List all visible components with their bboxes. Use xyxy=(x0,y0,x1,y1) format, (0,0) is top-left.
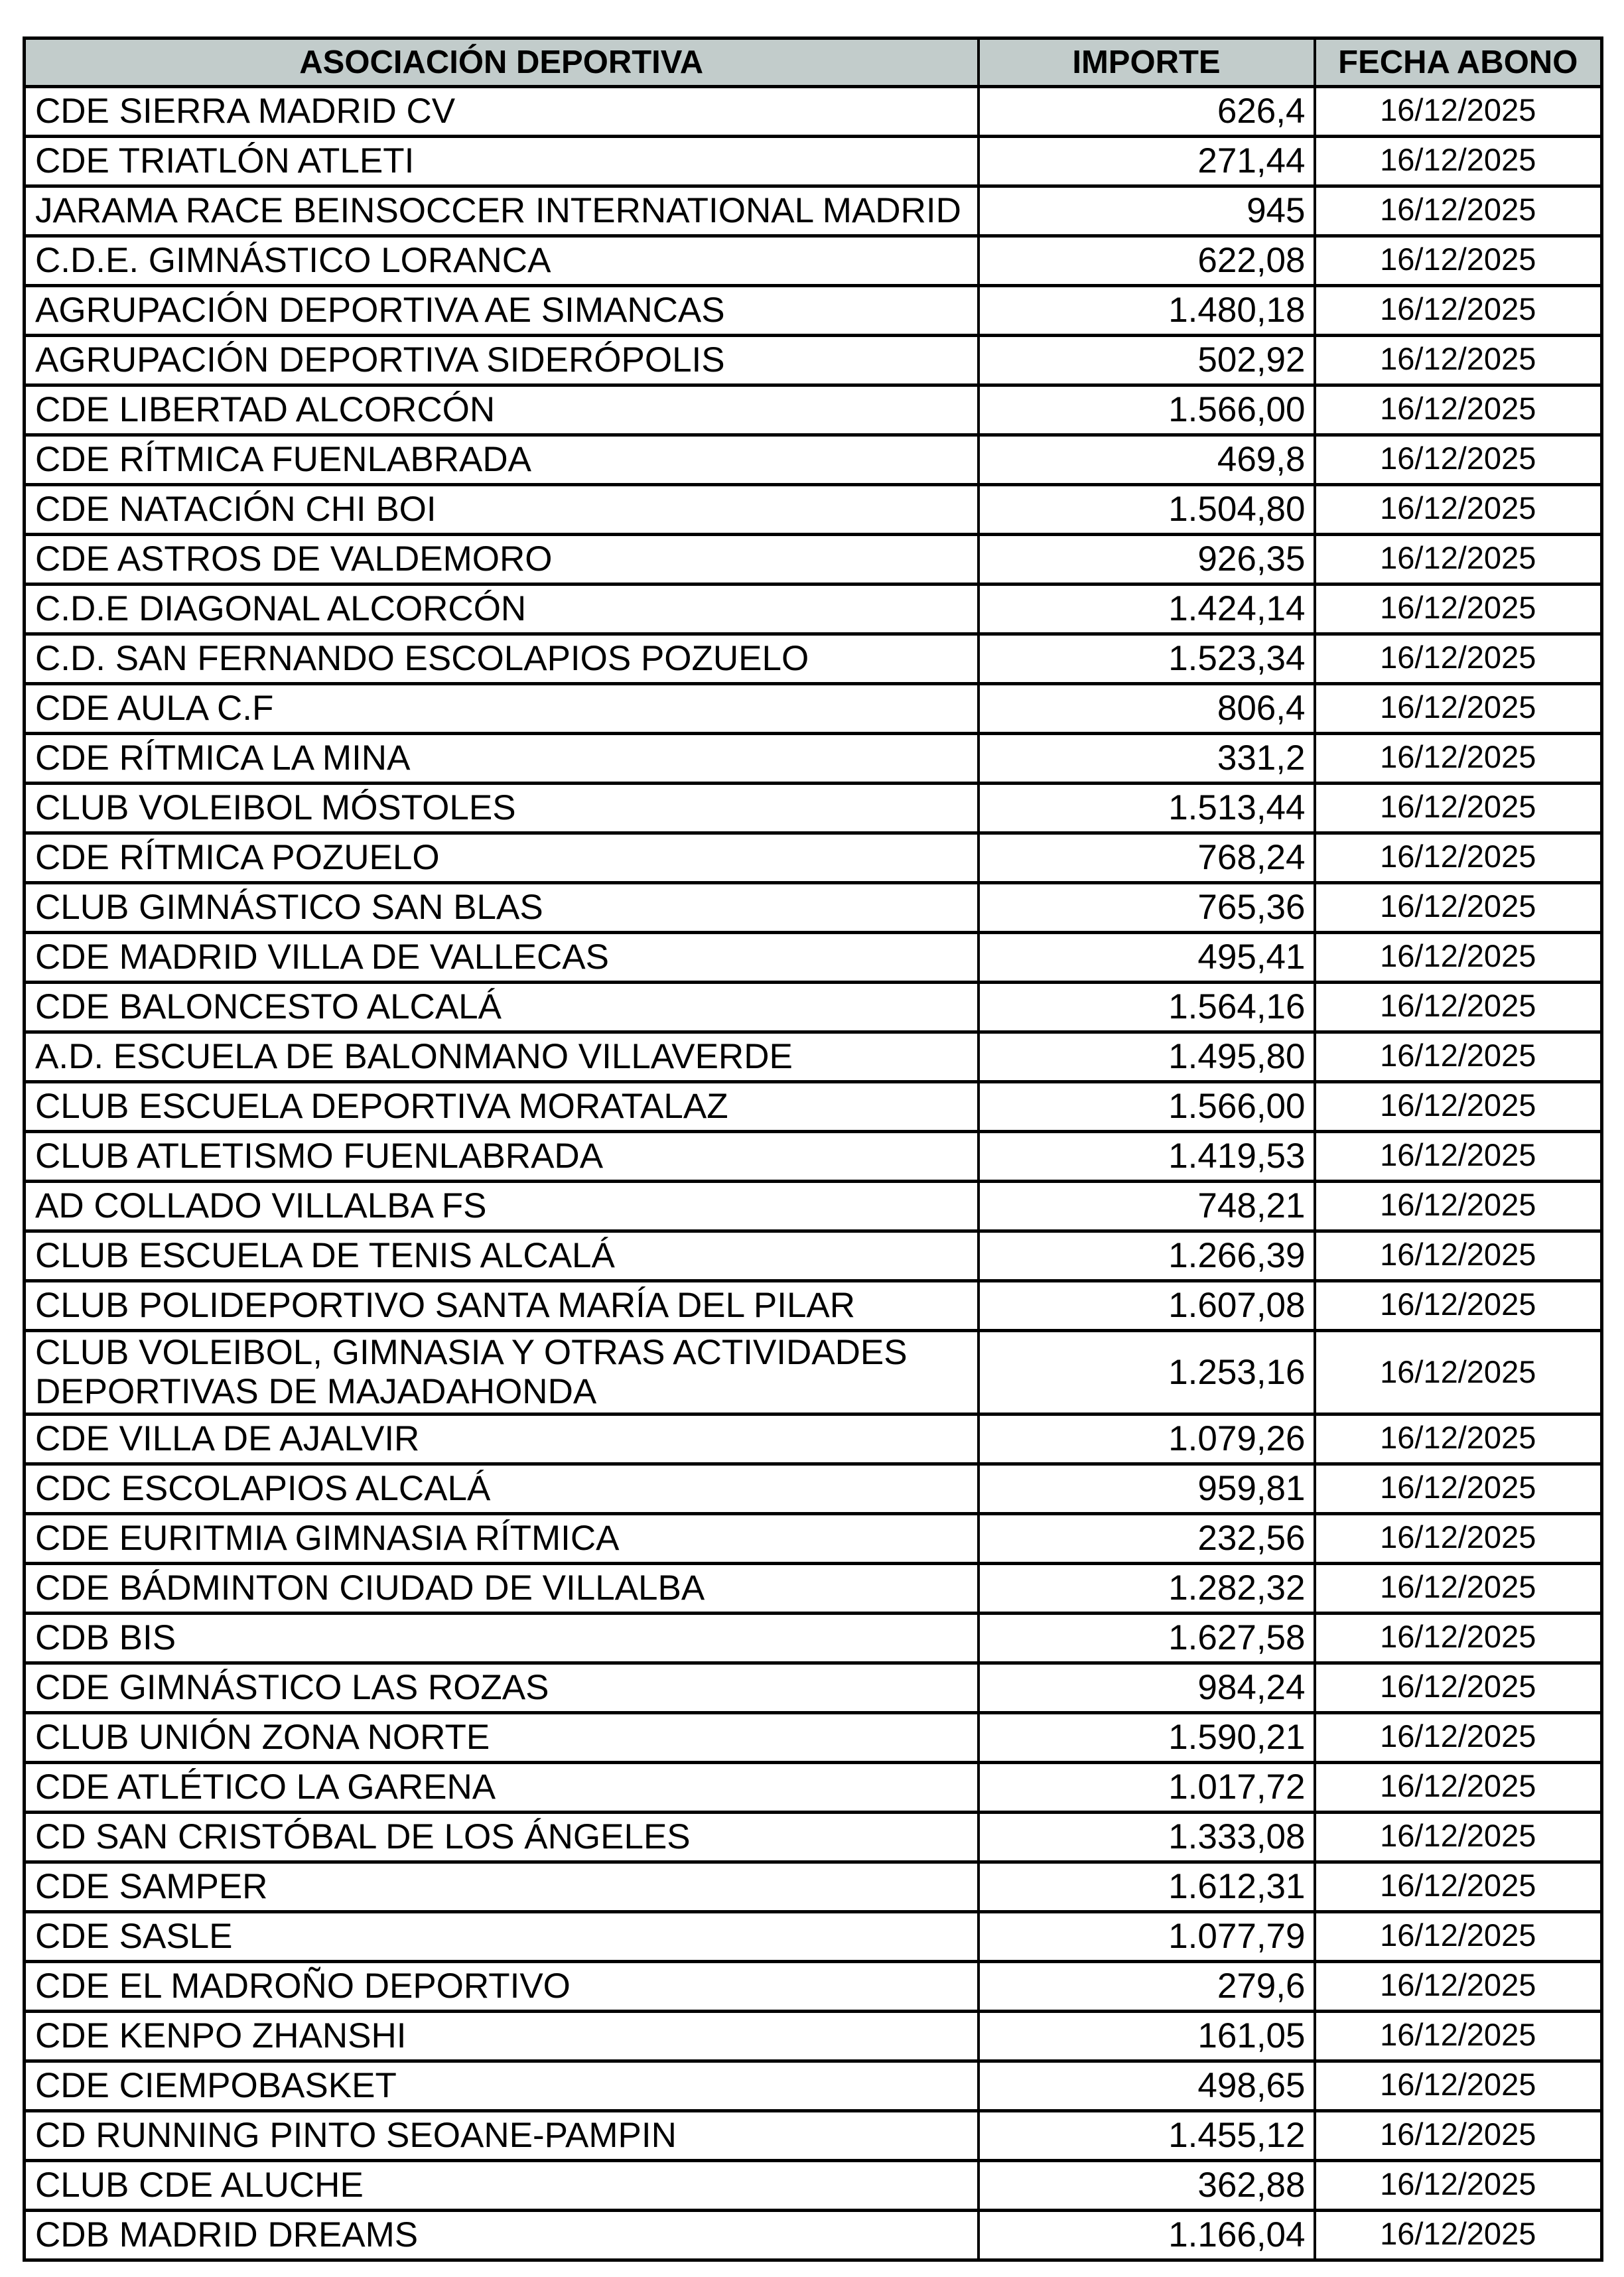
table-row xyxy=(25,1961,1602,2011)
cell-association-name: C.D.E. GIMNÁSTICO LORANCA xyxy=(25,236,979,286)
cell-date: 16/12/2025 xyxy=(1315,1663,1602,1712)
cell-association-name: AD COLLADO VILLALBA FS xyxy=(25,1182,979,1231)
cell-amount: 1.590,21 xyxy=(979,1712,1315,1762)
cell-association-name: AGRUPACIÓN DEPORTIVA SIDERÓPOLIS xyxy=(25,336,979,385)
table-row xyxy=(25,1762,1602,1812)
cell-date: 16/12/2025 xyxy=(1315,336,1602,385)
cell-association-name: CDE KENPO ZHANSHI xyxy=(25,2011,979,2061)
cell-date: 16/12/2025 xyxy=(1315,1182,1602,1231)
cell-association-name: CDE AULA C.F xyxy=(25,684,979,734)
table-header xyxy=(25,38,1602,87)
cell-association-name: CD RUNNING PINTO SEOANE-PAMPIN xyxy=(25,2110,979,2160)
cell-amount: 984,24 xyxy=(979,1663,1315,1712)
table-row xyxy=(25,435,1602,485)
table-row xyxy=(25,1812,1602,1862)
cell-date: 16/12/2025 xyxy=(1315,634,1602,684)
cell-date: 16/12/2025 xyxy=(1315,385,1602,435)
table-row xyxy=(25,833,1602,883)
cell-amount: 1.017,72 xyxy=(979,1762,1315,1812)
cell-date: 16/12/2025 xyxy=(1315,1613,1602,1663)
table-row xyxy=(25,1862,1602,1911)
cell-amount: 768,24 xyxy=(979,833,1315,883)
table-row xyxy=(25,336,1602,385)
cell-date: 16/12/2025 xyxy=(1315,983,1602,1032)
table-row xyxy=(25,485,1602,535)
cell-date: 16/12/2025 xyxy=(1315,1513,1602,1563)
cell-date: 16/12/2025 xyxy=(1315,286,1602,336)
cell-date: 16/12/2025 xyxy=(1315,1082,1602,1132)
cell-association-name: AGRUPACIÓN DEPORTIVA AE SIMANCAS xyxy=(25,286,979,336)
cell-amount: 1.266,39 xyxy=(979,1231,1315,1281)
cell-date: 16/12/2025 xyxy=(1315,2160,1602,2210)
cell-association-name: CDB MADRID DREAMS xyxy=(25,2210,979,2260)
table-row xyxy=(25,236,1602,286)
table-body xyxy=(25,87,1602,2260)
header-importe: IMPORTE xyxy=(979,38,1315,87)
cell-association-name: A.D. ESCUELA DE BALONMANO VILLAVERDE xyxy=(25,1032,979,1082)
table-row xyxy=(25,1032,1602,1082)
table-row xyxy=(25,1082,1602,1132)
cell-association-name: CDE ASTROS DE VALDEMORO xyxy=(25,535,979,585)
table-row xyxy=(25,1613,1602,1663)
cell-amount: 271,44 xyxy=(979,137,1315,186)
cell-date: 16/12/2025 xyxy=(1315,1812,1602,1862)
cell-date: 16/12/2025 xyxy=(1315,1862,1602,1911)
cell-association-name: CDE GIMNÁSTICO LAS ROZAS xyxy=(25,1663,979,1712)
cell-amount: 1.333,08 xyxy=(979,1812,1315,1862)
table-row xyxy=(25,585,1602,634)
cell-amount: 959,81 xyxy=(979,1464,1315,1513)
payments-table xyxy=(23,36,1603,2262)
cell-date: 16/12/2025 xyxy=(1315,87,1602,137)
cell-date: 16/12/2025 xyxy=(1315,833,1602,883)
cell-amount: 926,35 xyxy=(979,535,1315,585)
cell-amount: 945 xyxy=(979,186,1315,236)
cell-association-name: CLUB UNIÓN ZONA NORTE xyxy=(25,1712,979,1762)
cell-association-name: C.D. SAN FERNANDO ESCOLAPIOS POZUELO xyxy=(25,634,979,684)
cell-date: 16/12/2025 xyxy=(1315,933,1602,983)
cell-amount: 1.077,79 xyxy=(979,1911,1315,1961)
table-header-row xyxy=(25,38,1602,87)
cell-amount: 1.166,04 xyxy=(979,2210,1315,2260)
cell-amount: 362,88 xyxy=(979,2160,1315,2210)
header-asociacion-deportiva: ASOCIACIÓN DEPORTIVA xyxy=(25,38,979,87)
cell-date: 16/12/2025 xyxy=(1315,784,1602,833)
cell-date: 16/12/2025 xyxy=(1315,1132,1602,1182)
table-row xyxy=(25,385,1602,435)
table-row xyxy=(25,2210,1602,2260)
cell-amount: 1.495,80 xyxy=(979,1032,1315,1082)
cell-association-name: CLUB VOLEIBOL, GIMNASIA Y OTRAS ACTIVIDADES DEPORTIVAS DE MAJADAHONDA xyxy=(25,1331,979,1414)
cell-association-name: CDE TRIATLÓN ATLETI xyxy=(25,137,979,186)
cell-association-name: CLUB GIMNÁSTICO SAN BLAS xyxy=(25,883,979,933)
cell-association-name: CDE SIERRA MADRID CV xyxy=(25,87,979,137)
table-row xyxy=(25,2011,1602,2061)
table-row xyxy=(25,1414,1602,1464)
cell-amount: 1.513,44 xyxy=(979,784,1315,833)
cell-association-name: CDE ATLÉTICO LA GARENA xyxy=(25,1762,979,1812)
cell-amount: 1.566,00 xyxy=(979,1082,1315,1132)
cell-amount: 1.079,26 xyxy=(979,1414,1315,1464)
cell-amount: 279,6 xyxy=(979,1961,1315,2011)
cell-amount: 806,4 xyxy=(979,684,1315,734)
table-row xyxy=(25,2061,1602,2110)
cell-association-name: CDC ESCOLAPIOS ALCALÁ xyxy=(25,1464,979,1513)
cell-amount: 1.424,14 xyxy=(979,585,1315,634)
cell-date: 16/12/2025 xyxy=(1315,1762,1602,1812)
cell-date: 16/12/2025 xyxy=(1315,1281,1602,1331)
table-row xyxy=(25,1663,1602,1712)
cell-date: 16/12/2025 xyxy=(1315,186,1602,236)
cell-association-name: CDE CIEMPOBASKET xyxy=(25,2061,979,2110)
cell-association-name: CDE VILLA DE AJALVIR xyxy=(25,1414,979,1464)
cell-association-name: CLUB ATLETISMO FUENLABRADA xyxy=(25,1132,979,1182)
cell-date: 16/12/2025 xyxy=(1315,1231,1602,1281)
cell-date: 16/12/2025 xyxy=(1315,1414,1602,1464)
cell-amount: 161,05 xyxy=(979,2011,1315,2061)
cell-association-name: CD SAN CRISTÓBAL DE LOS ÁNGELES xyxy=(25,1812,979,1862)
cell-date: 16/12/2025 xyxy=(1315,734,1602,784)
table-row xyxy=(25,1182,1602,1231)
cell-association-name: CDE MADRID VILLA DE VALLECAS xyxy=(25,933,979,983)
cell-association-name: CDB BIS xyxy=(25,1613,979,1663)
cell-association-name: CLUB ESCUELA DE TENIS ALCALÁ xyxy=(25,1231,979,1281)
cell-association-name: CLUB ESCUELA DEPORTIVA MORATALAZ xyxy=(25,1082,979,1132)
cell-association-name: CDE EL MADROÑO DEPORTIVO xyxy=(25,1961,979,2011)
cell-amount: 331,2 xyxy=(979,734,1315,784)
cell-association-name: CDE SAMPER xyxy=(25,1862,979,1911)
table-row xyxy=(25,535,1602,585)
table-row xyxy=(25,734,1602,784)
table-row xyxy=(25,684,1602,734)
cell-date: 16/12/2025 xyxy=(1315,684,1602,734)
cell-association-name: CDE BÁDMINTON CIUDAD DE VILLALBA xyxy=(25,1563,979,1613)
cell-association-name: JARAMA RACE BEINSOCCER INTERNATIONAL MADRID xyxy=(25,186,979,236)
cell-date: 16/12/2025 xyxy=(1315,1331,1602,1414)
cell-date: 16/12/2025 xyxy=(1315,1712,1602,1762)
cell-association-name: CLUB VOLEIBOL MÓSTOLES xyxy=(25,784,979,833)
table-row xyxy=(25,634,1602,684)
table-row xyxy=(25,87,1602,137)
cell-association-name: CLUB CDE ALUCHE xyxy=(25,2160,979,2210)
table-row xyxy=(25,1464,1602,1513)
cell-association-name: CDE BALONCESTO ALCALÁ xyxy=(25,983,979,1032)
table-row xyxy=(25,2110,1602,2160)
cell-amount: 495,41 xyxy=(979,933,1315,983)
cell-amount: 232,56 xyxy=(979,1513,1315,1563)
cell-date: 16/12/2025 xyxy=(1315,2011,1602,2061)
cell-date: 16/12/2025 xyxy=(1315,1563,1602,1613)
cell-date: 16/12/2025 xyxy=(1315,1464,1602,1513)
cell-amount: 626,4 xyxy=(979,87,1315,137)
cell-amount: 1.253,16 xyxy=(979,1331,1315,1414)
cell-date: 16/12/2025 xyxy=(1315,1032,1602,1082)
cell-date: 16/12/2025 xyxy=(1315,485,1602,535)
table-row xyxy=(25,1281,1602,1331)
cell-amount: 1.564,16 xyxy=(979,983,1315,1032)
table-row xyxy=(25,1712,1602,1762)
cell-association-name: CDE RÍTMICA LA MINA xyxy=(25,734,979,784)
cell-amount: 1.627,58 xyxy=(979,1613,1315,1663)
table-row xyxy=(25,1911,1602,1961)
table-row xyxy=(25,1331,1602,1414)
cell-date: 16/12/2025 xyxy=(1315,236,1602,286)
table-row xyxy=(25,1563,1602,1613)
cell-amount: 1.504,80 xyxy=(979,485,1315,535)
cell-association-name: CDE RÍTMICA FUENLABRADA xyxy=(25,435,979,485)
table-row xyxy=(25,933,1602,983)
cell-date: 16/12/2025 xyxy=(1315,1911,1602,1961)
table-row xyxy=(25,784,1602,833)
cell-amount: 502,92 xyxy=(979,336,1315,385)
cell-association-name: CDE LIBERTAD ALCORCÓN xyxy=(25,385,979,435)
table-row xyxy=(25,137,1602,186)
cell-amount: 1.523,34 xyxy=(979,634,1315,684)
cell-association-name: CDE NATACIÓN CHI BOI xyxy=(25,485,979,535)
cell-date: 16/12/2025 xyxy=(1315,585,1602,634)
cell-amount: 622,08 xyxy=(979,236,1315,286)
cell-date: 16/12/2025 xyxy=(1315,435,1602,485)
cell-amount: 1.282,32 xyxy=(979,1563,1315,1613)
cell-amount: 1.455,12 xyxy=(979,2110,1315,2160)
cell-association-name: C.D.E DIAGONAL ALCORCÓN xyxy=(25,585,979,634)
cell-amount: 1.607,08 xyxy=(979,1281,1315,1331)
cell-date: 16/12/2025 xyxy=(1315,2061,1602,2110)
cell-amount: 1.419,53 xyxy=(979,1132,1315,1182)
cell-amount: 765,36 xyxy=(979,883,1315,933)
cell-amount: 469,8 xyxy=(979,435,1315,485)
cell-amount: 1.612,31 xyxy=(979,1862,1315,1911)
table-row xyxy=(25,1132,1602,1182)
cell-amount: 1.566,00 xyxy=(979,385,1315,435)
cell-association-name: CDE RÍTMICA POZUELO xyxy=(25,833,979,883)
cell-date: 16/12/2025 xyxy=(1315,2110,1602,2160)
table-row xyxy=(25,1231,1602,1281)
cell-date: 16/12/2025 xyxy=(1315,1961,1602,2011)
header-fecha-abono: FECHA ABONO xyxy=(1315,38,1602,87)
cell-association-name: CLUB POLIDEPORTIVO SANTA MARÍA DEL PILAR xyxy=(25,1281,979,1331)
cell-date: 16/12/2025 xyxy=(1315,137,1602,186)
table-row xyxy=(25,286,1602,336)
table-row xyxy=(25,186,1602,236)
table-row xyxy=(25,2160,1602,2210)
cell-association-name: CDE EURITMIA GIMNASIA RÍTMICA xyxy=(25,1513,979,1563)
table-row xyxy=(25,883,1602,933)
table-row xyxy=(25,1513,1602,1563)
cell-association-name: CDE SASLE xyxy=(25,1911,979,1961)
cell-amount: 748,21 xyxy=(979,1182,1315,1231)
table-row xyxy=(25,983,1602,1032)
cell-date: 16/12/2025 xyxy=(1315,2210,1602,2260)
cell-date: 16/12/2025 xyxy=(1315,883,1602,933)
cell-amount: 498,65 xyxy=(979,2061,1315,2110)
cell-amount: 1.480,18 xyxy=(979,286,1315,336)
cell-date: 16/12/2025 xyxy=(1315,535,1602,585)
